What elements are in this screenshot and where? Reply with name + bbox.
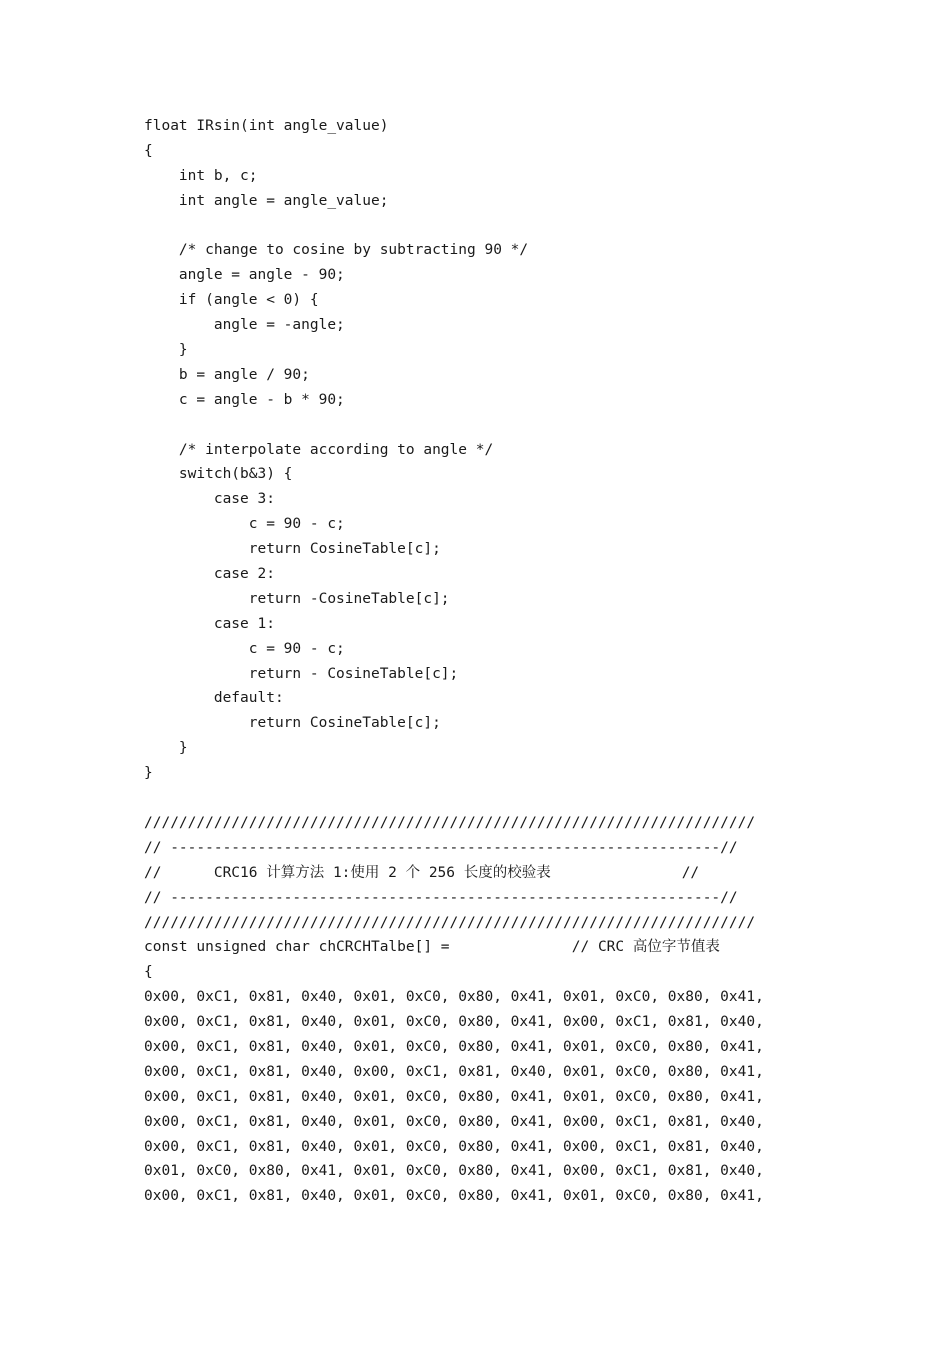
- code-line: case 3:: [144, 491, 275, 508]
- code-line: 0x00, 0xC1, 0x81, 0x40, 0x01, 0xC0, 0x80, 0x41, 0x00, 0xC1, 0x81, 0x40,: [144, 1138, 764, 1155]
- code-line: c = angle - b * 90;: [144, 391, 345, 408]
- code-line: //////////////////////////////////////////////////////////////////////: [144, 814, 756, 831]
- code-line: int angle = angle_value;: [144, 192, 389, 209]
- code-line: 0x00, 0xC1, 0x81, 0x40, 0x01, 0xC0, 0x80, 0x41, 0x01, 0xC0, 0x80, 0x41,: [144, 989, 764, 1006]
- code-line: b = angle / 90;: [144, 366, 310, 383]
- code-line: 0x00, 0xC1, 0x81, 0x40, 0x01, 0xC0, 0x80, 0x41, 0x00, 0xC1, 0x81, 0x40,: [144, 1113, 764, 1130]
- code-line: [144, 214, 764, 239]
- code-line: }: [144, 740, 188, 757]
- code-line: /* change to cosine by subtracting 90 */: [144, 242, 529, 259]
- code-line: if (angle < 0) {: [144, 292, 319, 309]
- code-line: switch(b&3) {: [144, 466, 293, 483]
- code-line: return - CosineTable[c];: [144, 665, 459, 682]
- code-line: // ---------------------------------------------------------------//: [144, 889, 738, 906]
- code-line: 0x00, 0xC1, 0x81, 0x40, 0x01, 0xC0, 0x80, 0x41, 0x01, 0xC0, 0x80, 0x41,: [144, 1088, 764, 1105]
- code-line: // ---------------------------------------------------------------//: [144, 839, 738, 856]
- code-listing: [144, 114, 764, 1209]
- code-line: [144, 413, 764, 438]
- code-line: return CosineTable[c];: [144, 715, 441, 732]
- code-line: {: [144, 964, 153, 981]
- code-line: 0x00, 0xC1, 0x81, 0x40, 0x01, 0xC0, 0x80, 0x41, 0x01, 0xC0, 0x80, 0x41,: [144, 1038, 764, 1055]
- code-line: 0x01, 0xC0, 0x80, 0x41, 0x01, 0xC0, 0x80, 0x41, 0x00, 0xC1, 0x81, 0x40,: [144, 1163, 764, 1180]
- code-line: default:: [144, 690, 284, 707]
- code-line: 0x00, 0xC1, 0x81, 0x40, 0x01, 0xC0, 0x80, 0x41, 0x01, 0xC0, 0x80, 0x41,: [144, 1188, 764, 1205]
- code-line: angle = -angle;: [144, 317, 345, 334]
- code-line: // CRC16 计算方法 1:使用 2 个 256 长度的校验表 //: [144, 864, 700, 881]
- code-line: case 1:: [144, 615, 275, 632]
- code-line: float IRsin(int angle_value): [144, 118, 389, 134]
- code-line: angle = angle - 90;: [144, 267, 345, 284]
- code-line: {: [144, 142, 153, 159]
- code-line: return -CosineTable[c];: [144, 590, 450, 607]
- code-line: c = 90 - c;: [144, 516, 345, 533]
- code-line: 0x00, 0xC1, 0x81, 0x40, 0x01, 0xC0, 0x80, 0x41, 0x00, 0xC1, 0x81, 0x40,: [144, 1014, 764, 1031]
- code-line: int b, c;: [144, 167, 258, 184]
- code-line: }: [144, 765, 153, 782]
- code-line: case 2:: [144, 566, 275, 583]
- code-line: return CosineTable[c];: [144, 541, 441, 558]
- code-line: /* interpolate according to angle */: [144, 441, 494, 458]
- code-line: const unsigned char chCRCHTalbe[] = // CRC 高位字节值表: [144, 939, 720, 956]
- code-line: //////////////////////////////////////////////////////////////////////: [144, 914, 756, 931]
- code-line: c = 90 - c;: [144, 640, 345, 657]
- code-line: [144, 786, 764, 811]
- code-line: 0x00, 0xC1, 0x81, 0x40, 0x00, 0xC1, 0x81, 0x40, 0x01, 0xC0, 0x80, 0x41,: [144, 1063, 764, 1080]
- code-line: }: [144, 342, 188, 359]
